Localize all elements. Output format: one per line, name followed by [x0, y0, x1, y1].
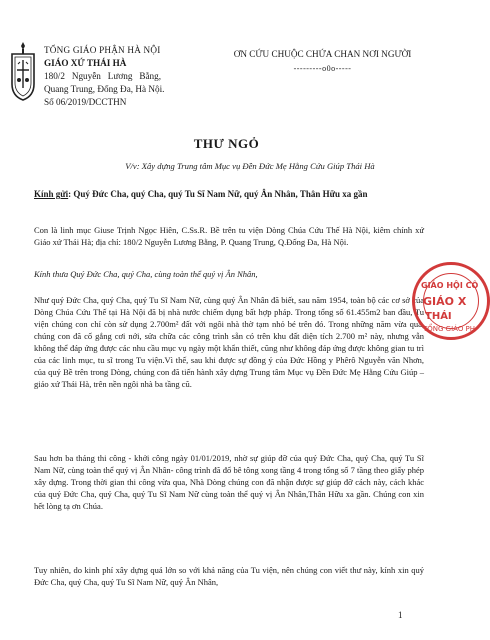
parish-crest-logo — [8, 40, 38, 102]
address-line-2: Quang Trung, Đống Đa, Hà Nội. — [44, 84, 165, 94]
address-line-1: 180/2 Nguyễn Lương Bằng, — [44, 71, 162, 81]
document-title: THƯ NGỎ — [193, 136, 260, 151]
salutation-recipients — [34, 188, 424, 201]
paragraph-greeting: Kính thưa Quý Đức Cha, quý Cha, cùng toàn thể quý vị Ân Nhân, — [34, 269, 258, 279]
diocese-name: TỔNG GIÁO PHẬN HÀ NỘI — [44, 45, 161, 55]
subject-line: V/v: Xây dựng Trung tâm Mục vụ Đền Đức Mẹ Hằng Cứu Giúp Thái Hà — [125, 161, 375, 171]
header-right — [205, 48, 440, 75]
stamp-text-bottom: TỔNG GIÁO PH — [423, 325, 476, 333]
stamp-text-middle: GIÁO X — [423, 295, 467, 308]
page-number: 1 — [398, 610, 403, 620]
stamp-text-lower: THÁI — [425, 311, 452, 322]
motto: ƠN CỨU CHUỘC CHỨA CHAN NƠI NGƯỜI — [233, 49, 412, 59]
recipients-label: Kính gửi — [34, 189, 69, 199]
paragraph-request: Tuy nhiên, do kinh phí xây dựng quá lớn so với khả năng của Tu viện, nên chúng con viết thư này, kính xin quý Đức Cha, quý Cha, quý Tu Sĩ Nam Nữ, quý Ân Nhân, — [34, 565, 424, 587]
stamp-text-top: GIÁO HỘI CÔ — [421, 281, 479, 290]
parish-name: GIÁO XỨ THÁI HÀ — [44, 58, 127, 68]
header-left — [44, 44, 164, 109]
recipients-text: : Quý Đức Cha, quý Cha, quý Tu Sĩ Nam Nữ, quý Ân Nhân, Thân Hữu xa gần — [68, 189, 368, 199]
paragraph-history: Như quý Đức Cha, quý Cha, quý Tu Sĩ Nam Nữ, cùng quý Ân Nhân đã biết, sau năm 1954, toàn bộ các cơ sở của Dòng Chúa Cứu Thế tại Hà Nội đã bị nhà nước chiếm dụng bất hợp pháp. Trong tổng số 61.455m2 ban đầu, Tu viện chúng con chỉ còn sử dụng 2.700m² đất với ngôi nhà thờ tạm nhỏ bé trên đó. Trong những năm vừa qua, chúng con đã cố gắng cơi nới, sửa chữa các công trình sẵn có trên khu đất diện tích 2.700 m² này, nhưng vẫn không thể đáp ứng được các nhu cầu mục vụ ngày một khẩn thiết, cũng như không đáp ứng được không gian tu trì của các linh mục, tu sĩ trong Tu viện.Vì thế, sau khi được sự đồng ý của Đức Hồng y Phêrô Nguyễn văn Nhơn, của quý Bề trên trong Dòng, chúng con đã tiến hành xây dựng Trung tâm Mục vụ Đền Đức Mẹ Hằng Cứu Giúp – giáo xứ Thái Hà, trên nền ngôi nhà ba tầng cũ. — [34, 295, 424, 389]
paragraph-progress: Sau hơn ba tháng thi công - khởi công ngày 01/01/2019, nhờ sự giúp đỡ của quý Đức Cha, quý Cha, quý Tu Sĩ Nam Nữ, cùng toàn thể quý vị Ân Nhân- công trình đã đổ bê tông xong tầng 4 trong tổng số 7 tầng theo giấy phép xây dựng. Trong thời gian thi công vừa qua, Nhà Dòng chúng con đã nhận được sự giúp đỡ cách này, cách khác của quý Đức Cha, quý Cha, quý Tu Sĩ Nam Nữ cùng toàn thể quý vị Ân Nhân,Thân Hữu xa gần. Chúng con xin hết lòng tạ ơn Chúa. — [34, 453, 424, 511]
paragraph-introduction: Con là linh mục Giuse Trịnh Ngọc Hiên, C.Ss.R. Bề trên tu viện Dòng Chúa Cứu Thế Hà Nội, kiêm chính xứ Giáo xứ Thái Hà; địa chỉ: 180/2 Nguyễn Lương Bằng, P. Quang Trung, Q.Đống Đa, Hà Nội. — [34, 225, 424, 247]
motto-divider: ---------o0o----- — [293, 64, 352, 73]
parish-seal-stamp — [412, 262, 490, 340]
reference-number: Số 06/2019/DCCTHN — [44, 97, 127, 107]
